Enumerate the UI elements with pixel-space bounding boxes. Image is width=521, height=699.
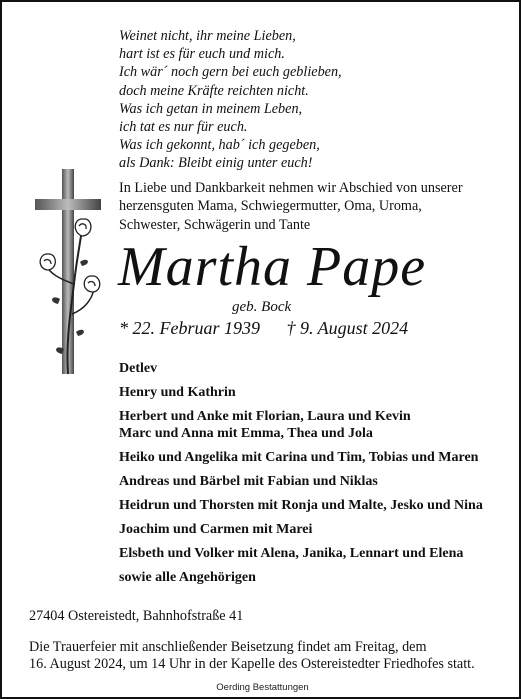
funeral-info [29, 639, 514, 673]
funeral-line: 16. August 2024, um 14 Uhr in der Kapelle des Ostereistedter Friedhofes statt. [29, 656, 475, 672]
poem-line: Was ich gekonnt, hab´ ich gegeben, [119, 137, 320, 154]
mourners-list [119, 360, 514, 593]
poem [119, 27, 509, 173]
mourner-line: Heiko und Angelika mit Carina und Tim, Tobias und Maren [119, 450, 479, 465]
intro-line: In Liebe und Dankbarkeit nehmen wir Abschied von unserer [119, 180, 463, 196]
mourner-entry [119, 473, 514, 490]
mourner-entry [119, 408, 514, 442]
funeral-line: Die Trauerfeier mit anschließender Beisetzung findet am Freitag, dem [29, 639, 427, 655]
mourner-entry [119, 360, 514, 377]
mourner-line: Herbert und Anke mit Florian, Laura und Kevin [119, 409, 411, 424]
poem-line: hart ist es für euch und mich. [119, 46, 285, 63]
mourner-line: sowie alle Angehörigen [119, 570, 256, 585]
mourner-line: Heidrun und Thorsten mit Ronja und Malte, Jesko und Nina [119, 498, 483, 513]
life-dates [119, 318, 509, 339]
mourner-line: Joachim und Carmen mit Marei [119, 522, 313, 537]
poem-line: doch meine Kräfte reichten nicht. [119, 82, 309, 99]
cross-with-rose-icon [30, 164, 110, 384]
mourner-line: Elsbeth und Volker mit Alena, Janika, Lennart und Elena [119, 546, 464, 561]
mourner-line: Detlev [119, 361, 158, 376]
deceased-name: Martha Pape [118, 236, 427, 298]
poem-line: Weinet nicht, ihr meine Lieben, [119, 28, 296, 44]
mourner-line: Henry und Kathrin [119, 385, 236, 400]
intro-line: herzensguten Mama, Schwiegermutter, Oma, Uroma, [119, 198, 422, 215]
poem-line: Was ich getan in meinem Leben, [119, 100, 303, 117]
birth-date: * 22. Februar 1939 [119, 318, 260, 338]
mourner-line: Marc und Anna mit Emma, Thea und Jola [119, 426, 373, 441]
poem-line: als Dank: Bleibt einig unter euch! [119, 155, 313, 172]
maiden-name: geb. Bock [232, 299, 292, 315]
mourner-entry [119, 521, 514, 538]
poem-line: ich tat es nur für euch. [119, 119, 248, 136]
death-date: † 9. August 2024 [286, 318, 409, 338]
intro-line: Schwester, Schwägerin und Tante [119, 216, 311, 233]
poem-line: Ich wär´ noch gern bei euch geblieben, [119, 64, 342, 81]
address: 27404 Ostereistedt, Bahnhofstraße 41 [29, 608, 244, 624]
mourner-entry [119, 497, 514, 514]
mourner-entry [119, 569, 514, 586]
intro-text [119, 179, 504, 234]
mourner-entry [119, 384, 514, 401]
mourner-entry [119, 545, 514, 562]
undertaker-credit: Oerding Bestattungen [216, 682, 309, 693]
mourner-entry [119, 449, 514, 466]
mourner-line: Andreas und Bärbel mit Fabian und Niklas [119, 474, 378, 489]
